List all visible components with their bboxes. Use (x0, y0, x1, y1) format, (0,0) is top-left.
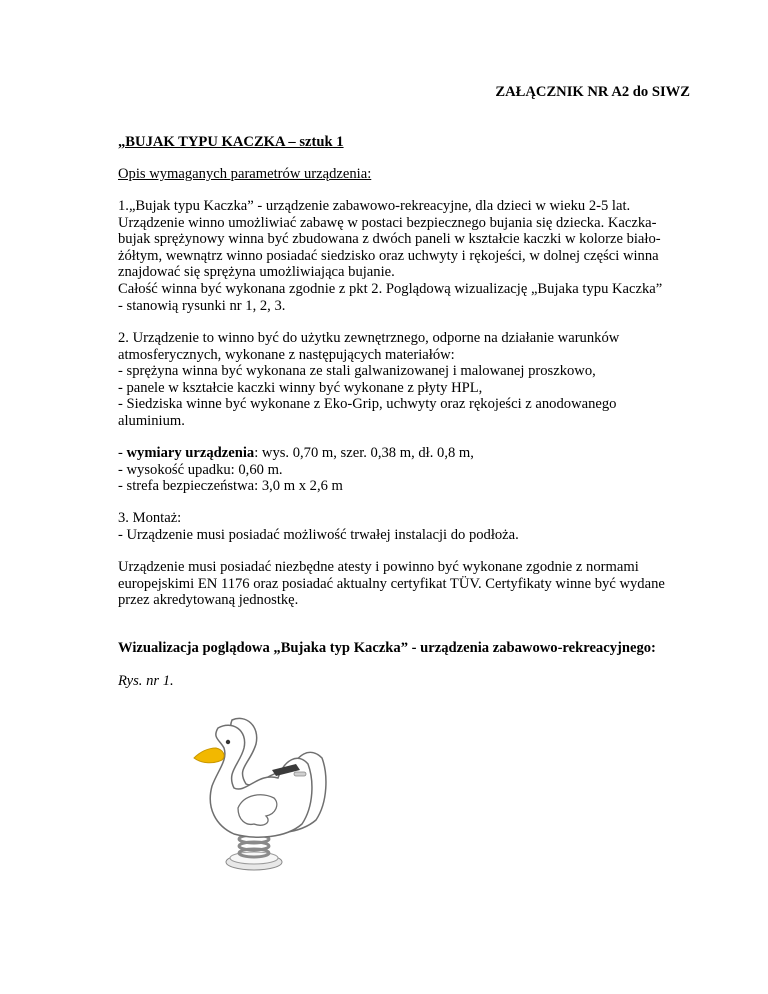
section-heading: Opis wymaganych parametrów urządzenia: (118, 166, 372, 182)
point-3-title: 3. Montaż: (118, 510, 182, 526)
point-1-line: Urządzenie winno umożliwiać zabawę w postaci bezpiecznego bujania się dziecka. Kaczka- (118, 214, 657, 231)
point-2-line: - panele w kształcie kaczki winny być wykonane z płyty HPL, (118, 379, 483, 396)
dimensions-label: wymiary urządzenia (126, 445, 255, 461)
certification-line: przez akredytowaną jednostkę. (118, 592, 299, 609)
point-3-text: - Urządzenie musi posiadać możliwość trwałej instalacji do podłoża. (118, 526, 519, 543)
document-title: „BUJAK TYPU KACZKA – sztuk 1 (118, 134, 344, 150)
point-2-line: - sprężyna winna być wykonana ze stali galwanizowanej i malowanej proszkowo, (118, 363, 596, 380)
annex-header: ZAŁĄCZNIK NR A2 do SIWZ (495, 84, 690, 100)
dimensions-prefix: - (118, 445, 127, 461)
dimensions-line (118, 445, 690, 462)
certification-line: Urządzenie musi posiadać niezbędne atesty i powinno być wykonane zgodnie z normami (118, 559, 639, 575)
point-1-line: Całość winna być wykonana zgodnie z pkt 2. Poglądową wizualizację „Bujaka typu Kaczka” (118, 281, 663, 297)
duck-eye-shape (226, 740, 230, 744)
fall-height-line: - wysokość upadku: 0,60 m. (118, 461, 283, 478)
point-1-line: znajdować się sprężyna umożliwiająca bujanie. (118, 264, 395, 281)
figure-caption: Rys. nr 1. (118, 673, 174, 689)
point-2-line: 2. Urządzenie to winno być do użytku zewnętrznego, odporne na działanie warunków (118, 330, 620, 346)
dimensions-value: : wys. 0,70 m, szer. 0,38 m, dł. 0,8 m, (254, 445, 474, 461)
point-2-line: - Siedziska winne być wykonane z Eko-Grip, uchwyty oraz rękojeści z anodowanego (118, 396, 617, 413)
duck-beak-shape (194, 748, 224, 763)
certification-line: europejskimi EN 1176 oraz posiadać aktualny certyfikat TÜV. Certyfikaty winne być wydane (118, 575, 665, 592)
point-1-line: bujak sprężynowy winna być zbudowana z dwóch paneli w kształcie kaczki w kolorze biało- (118, 231, 661, 248)
point-2-line: atmosferycznych, wykonane z następujących materiałów: (118, 346, 455, 363)
point-1-line: żółtym, wewnątrz winno posiadać siedzisko oraz uchwyty i rękojeści, w dolnej części winna (118, 247, 659, 264)
visualization-heading: Wizualizacja poglądowa „Bujaka typ Kaczka” - urządzenia zabawowo-rekreacyjnego: (118, 640, 656, 656)
safety-zone-line: - strefa bezpieczeństwa: 3,0 m x 2,6 m (118, 478, 343, 495)
duck-rocker-illustration (188, 712, 348, 874)
point-1-line: - stanowią rysunki nr 1, 2, 3. (118, 297, 286, 314)
point-1-line: 1.„Bujak typu Kaczka” - urządzenie zabawowo-rekreacyjne, dla dzieci w wieku 2-5 lat. (118, 198, 631, 214)
handle-shape (294, 772, 306, 776)
point-2-line: aluminium. (118, 413, 185, 429)
